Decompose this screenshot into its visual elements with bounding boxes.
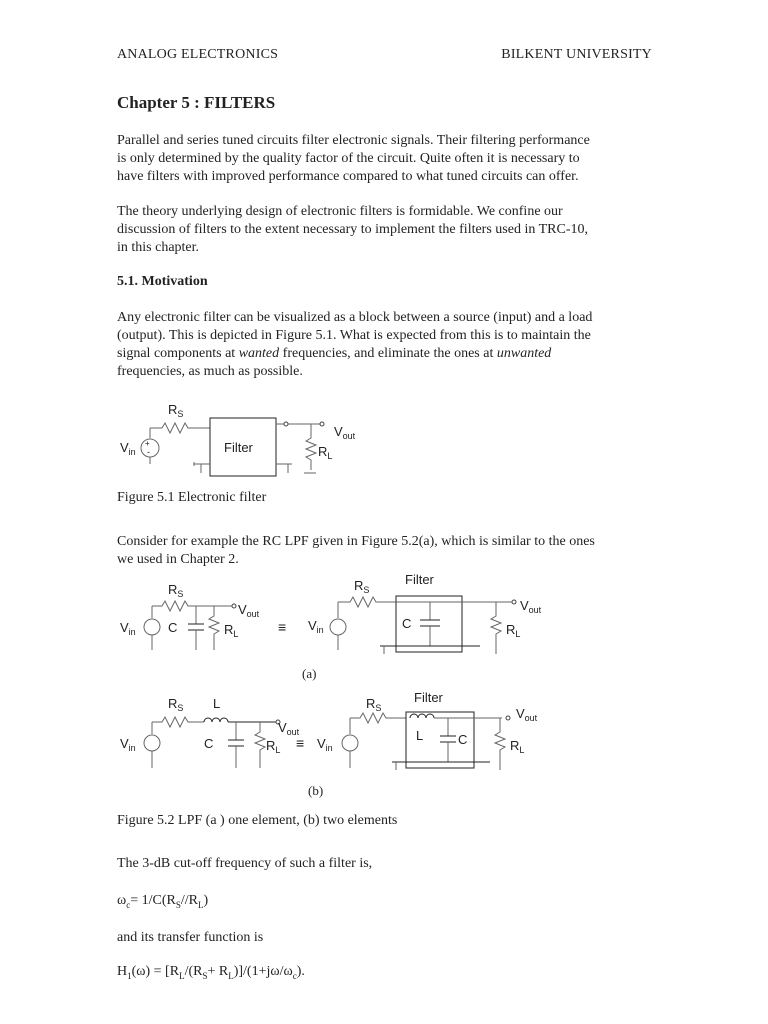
- text-line: in this chapter.: [117, 240, 200, 255]
- minus-sign: -: [147, 447, 150, 457]
- vin-label: $V_{in}$: [120, 440, 136, 457]
- eq-sub: L: [228, 970, 234, 981]
- eq-part: )]/(1+jω/ω: [233, 964, 293, 979]
- sublabel-b: (b): [308, 783, 324, 798]
- text-line: frequencies, as much as possible.: [117, 364, 303, 379]
- transfer-text: and its transfer function is: [117, 930, 264, 945]
- equivalence-symbol: ≡: [278, 619, 287, 635]
- rl-resistor: [491, 602, 501, 654]
- rs-label: $R_S$: [366, 696, 382, 713]
- intro-paragraph-2: [117, 203, 657, 257]
- vout-terminal: [232, 604, 236, 608]
- vin-label: $V_{in}$: [308, 618, 324, 635]
- eq-sub: 1: [127, 970, 132, 981]
- source-symbol: [330, 619, 346, 635]
- rl-label: $R_L$: [510, 738, 525, 755]
- eq-part: (ω) = [R: [131, 964, 180, 979]
- vout-label: $V_{out}$: [238, 602, 260, 619]
- c-label: C: [204, 736, 214, 751]
- l-label: L: [416, 728, 424, 743]
- eq-part: H: [117, 964, 128, 979]
- rs-resistor: [152, 717, 204, 727]
- eq-omega: ω: [117, 893, 127, 908]
- section-heading: 5.1. Motivation: [117, 274, 208, 289]
- text-line: discussion of filters to the extent necessary to implement the filters used in TRC-10,: [117, 222, 588, 237]
- sublabel-a: (a): [302, 666, 317, 681]
- node-dot: [284, 422, 288, 426]
- eq-sub: S: [175, 899, 181, 910]
- transfer-equation: [117, 964, 305, 981]
- rs-label: $R_S$: [168, 696, 184, 713]
- vout-terminal: [506, 716, 510, 720]
- rs-label: $R_S$: [168, 582, 184, 599]
- rl-resistor: [306, 424, 316, 470]
- rl-label: $R_L$: [224, 622, 239, 639]
- rs-resistor: [152, 601, 232, 611]
- intro-paragraph-1: [117, 132, 657, 186]
- figure-5-2b-diagram: [110, 688, 570, 778]
- rl-label: $R_L$: [506, 622, 521, 639]
- emphasis-wanted: wanted: [238, 346, 280, 361]
- eq-sub: c: [292, 970, 297, 981]
- vout-label: $V_{out}$: [520, 598, 542, 615]
- header-left: ANALOG ELECTRONICS: [117, 47, 279, 62]
- rs-resistor: [150, 423, 210, 433]
- chapter-title: Chapter 5 : FILTERS: [117, 93, 276, 112]
- eq-part: ): [203, 893, 209, 908]
- eq-part: = 1/C(R: [130, 893, 176, 908]
- text-line: [117, 345, 657, 363]
- equivalence-symbol: ≡: [296, 735, 305, 751]
- eq-part: /(R: [184, 964, 203, 979]
- filter-block-label: Filter: [224, 440, 253, 455]
- eq-sub: L: [179, 970, 185, 981]
- figure-5-1-diagram: [110, 398, 370, 480]
- text-line: Consider for example the RC LPF given in Figure 5.2(a), which is similar to the ones: [117, 534, 595, 549]
- rl-resistor: [209, 606, 219, 650]
- eq-sub: L: [197, 899, 204, 910]
- rs-label: $R_S$: [354, 578, 370, 595]
- text-line: have filters with improved performance compared to what tuned circuits can offer.: [117, 169, 579, 184]
- c-label: C: [458, 732, 468, 747]
- consider-paragraph: [117, 533, 657, 569]
- vout-terminal: [512, 600, 516, 604]
- vout-label: $V_{out}$: [278, 720, 300, 737]
- eq-part: //R: [180, 893, 198, 908]
- figure-5-2-caption: Figure 5.2 LPF (a ) one element, (b) two elements: [117, 813, 398, 828]
- c-label: C: [402, 616, 412, 631]
- rl-resistor: [495, 718, 505, 770]
- text-segment: signal components at: [117, 346, 239, 361]
- cutoff-equation: [117, 893, 208, 910]
- figure-5-1-caption: Figure 5.1 Electronic filter: [117, 490, 267, 505]
- cutoff-text: The 3-dB cut-off frequency of such a filter is,: [117, 856, 373, 871]
- emphasis-unwanted: unwanted: [496, 346, 552, 361]
- rs-resistor: [350, 713, 406, 723]
- filter-label: Filter: [414, 690, 443, 705]
- text-line: is only determined by the quality factor of the circuit. Quite often it is necessary to: [117, 151, 580, 166]
- vout-terminal: [320, 422, 324, 426]
- vin-label: $V_{in}$: [120, 736, 136, 753]
- l-label: L: [213, 696, 221, 711]
- source-symbol: [342, 735, 358, 751]
- vin-label: $V_{in}$: [317, 736, 333, 753]
- rl-label: $R_L$: [318, 444, 333, 461]
- eq-sub: S: [202, 970, 208, 981]
- inductor: [204, 718, 278, 722]
- rs-resistor: [338, 597, 396, 607]
- eq-part: ).: [296, 964, 305, 979]
- eq-sub: c: [126, 899, 131, 910]
- inductor: [410, 714, 434, 718]
- c-label: C: [168, 620, 178, 635]
- vout-label: $V_{out}$: [516, 706, 538, 723]
- header-right: BILKENT UNIVERSITY: [501, 47, 652, 62]
- source-symbol: [144, 735, 160, 751]
- text-segment: frequencies, and eliminate the ones at: [279, 346, 497, 361]
- figure-5-2a-diagram: [110, 572, 570, 662]
- text-line: (output). This is depicted in Figure 5.1. What is expected from this is to maintain the: [117, 328, 591, 343]
- rl-label: $R_L$: [266, 738, 281, 755]
- motivation-paragraph: [117, 309, 657, 381]
- source-symbol: [141, 439, 159, 457]
- vout-label: $V_{out}$: [334, 424, 356, 441]
- text-line: Parallel and series tuned circuits filter electronic signals. Their filtering performance: [117, 133, 590, 148]
- eq-part: + R: [207, 964, 229, 979]
- text-line: we used in Chapter 2.: [117, 552, 239, 567]
- vin-label: $V_{in}$: [120, 620, 136, 637]
- rs-label: $R_S$: [168, 402, 184, 419]
- rl-resistor: [255, 722, 265, 768]
- text-line: The theory underlying design of electronic filters is formidable. We confine our: [117, 204, 563, 219]
- plus-sign: +: [145, 439, 150, 448]
- text-line: Any electronic filter can be visualized as a block between a source (input) and a load: [117, 310, 593, 325]
- filter-label: Filter: [405, 572, 434, 587]
- source-symbol: [144, 619, 160, 635]
